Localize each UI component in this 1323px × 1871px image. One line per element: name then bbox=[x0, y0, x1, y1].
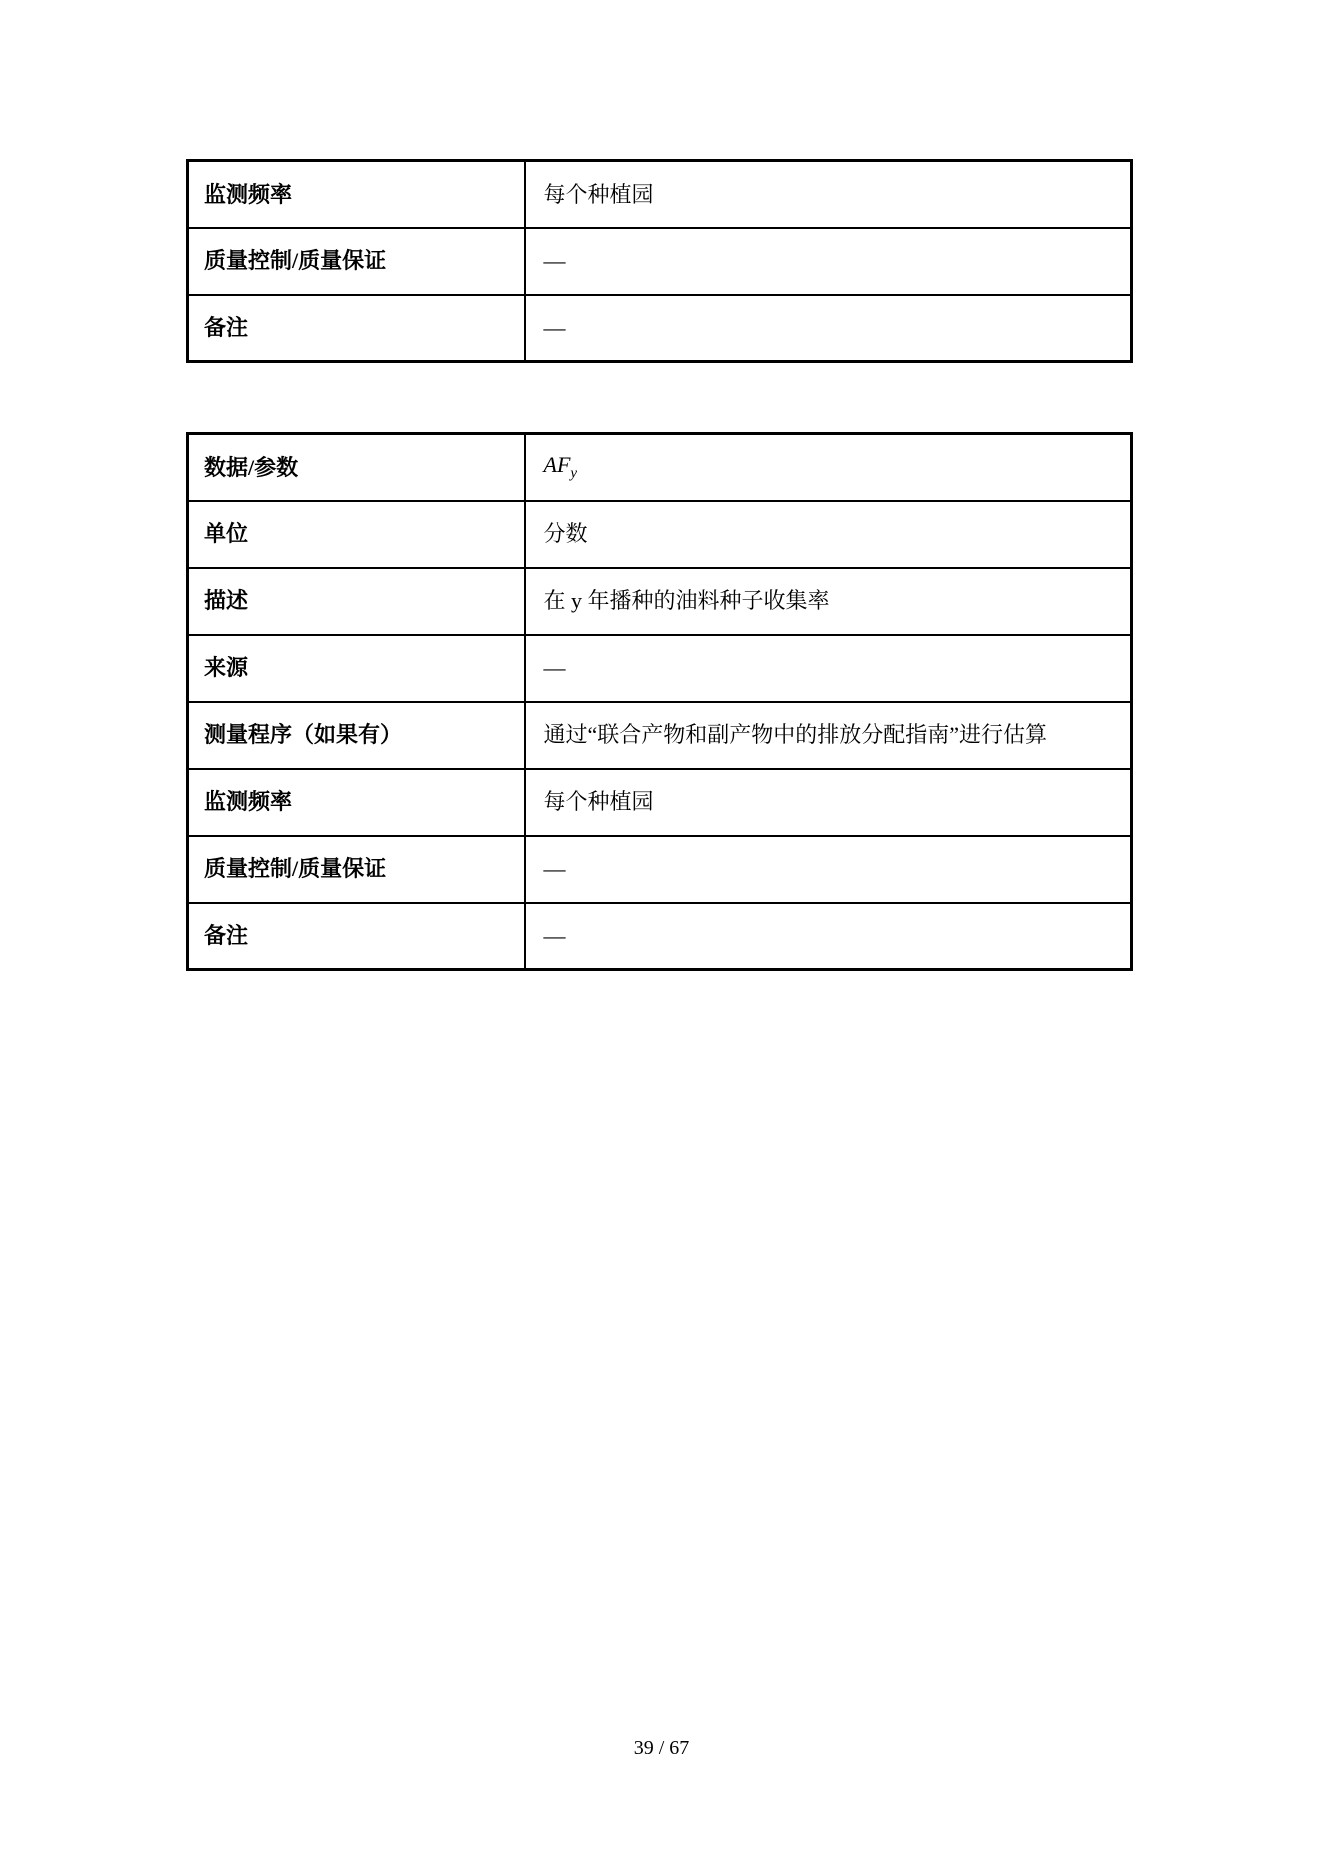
row-label: 描述 bbox=[188, 568, 525, 635]
row-label: 来源 bbox=[188, 635, 525, 702]
row-value bbox=[525, 434, 1132, 501]
row-label: 数据/参数 bbox=[188, 434, 525, 501]
formula-subscript: y bbox=[570, 465, 578, 482]
row-label: 测量程序（如果有） bbox=[188, 702, 525, 769]
parameter-table-afy bbox=[186, 432, 1133, 971]
row-value: 每个种植园 bbox=[525, 161, 1132, 228]
monitoring-table-continuation bbox=[186, 159, 1133, 363]
table-row bbox=[188, 702, 1132, 769]
row-label: 质量控制/质量保证 bbox=[188, 228, 525, 295]
row-value: 分数 bbox=[525, 501, 1132, 568]
table-row bbox=[188, 836, 1132, 903]
row-value: — bbox=[525, 295, 1132, 362]
row-label: 监测频率 bbox=[188, 769, 525, 836]
table-row bbox=[188, 295, 1132, 362]
table-row bbox=[188, 228, 1132, 295]
table-row bbox=[188, 501, 1132, 568]
row-label: 备注 bbox=[188, 903, 525, 970]
row-label: 质量控制/质量保证 bbox=[188, 836, 525, 903]
formula-base: AF bbox=[543, 452, 571, 478]
row-value: — bbox=[525, 903, 1132, 970]
row-label: 备注 bbox=[188, 295, 525, 362]
table-row bbox=[188, 635, 1132, 702]
table-row bbox=[188, 434, 1132, 501]
table-row bbox=[188, 769, 1132, 836]
row-label: 监测频率 bbox=[188, 161, 525, 228]
row-label: 单位 bbox=[188, 501, 525, 568]
row-value: — bbox=[525, 836, 1132, 903]
page-number: 39 / 67 bbox=[633, 1737, 690, 1759]
row-value: — bbox=[525, 228, 1132, 295]
row-value: 在 y 年播种的油料种子收集率 bbox=[525, 568, 1132, 635]
row-value: — bbox=[525, 635, 1132, 702]
row-value: 通过“联合产物和副产物中的排放分配指南”进行估算 bbox=[525, 702, 1132, 769]
table-row bbox=[188, 161, 1132, 228]
parameter-symbol bbox=[543, 452, 578, 482]
table-row bbox=[188, 903, 1132, 970]
row-value: 每个种植园 bbox=[525, 769, 1132, 836]
table-row bbox=[188, 568, 1132, 635]
